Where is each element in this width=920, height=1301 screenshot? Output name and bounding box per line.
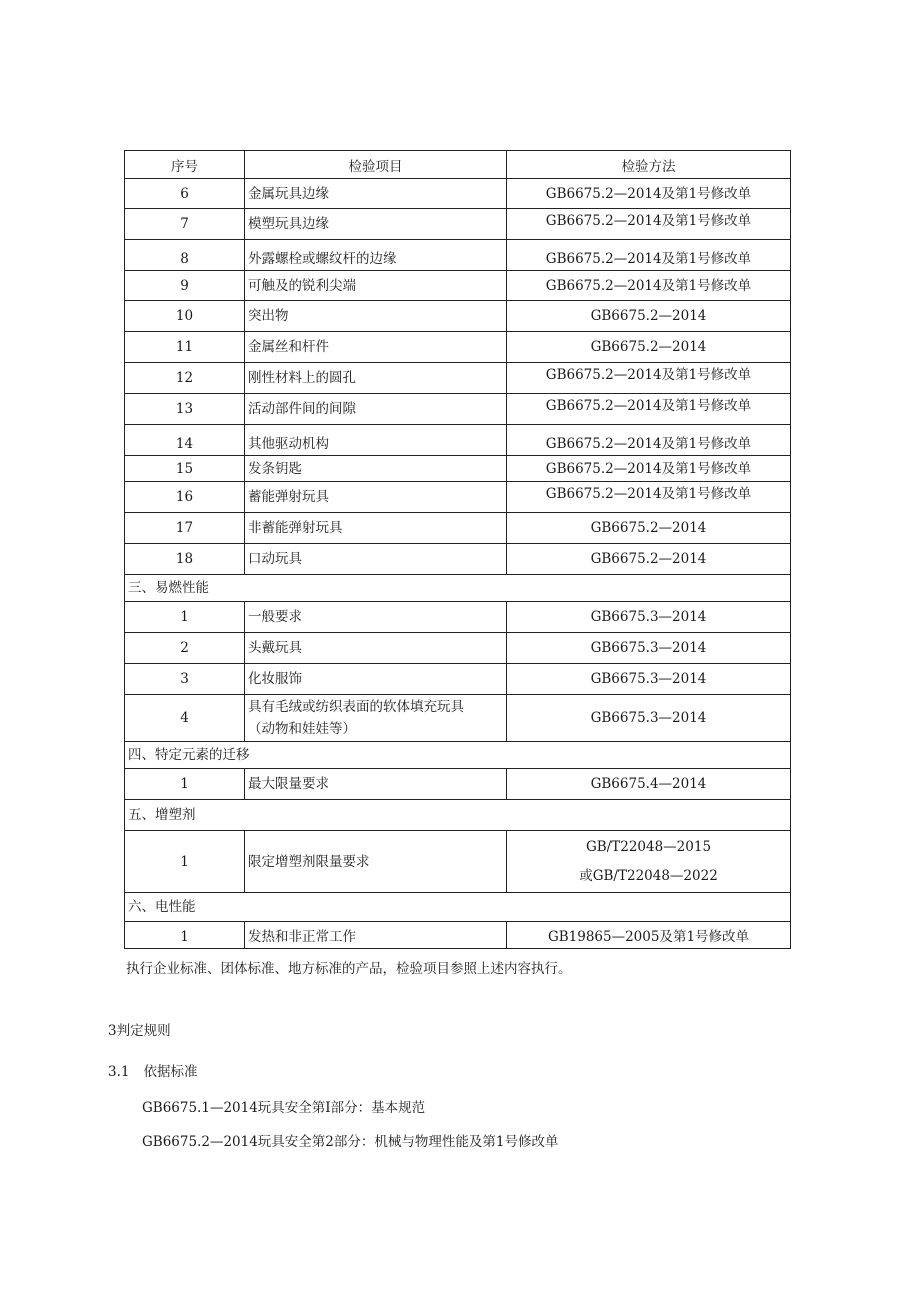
row-item: 头戴玩具 xyxy=(245,633,507,664)
subsection-heading xyxy=(108,1060,197,1080)
row-item: 非蓄能弹射玩具 xyxy=(245,513,507,544)
row-item: 化妆服饰 xyxy=(245,664,507,695)
subsection-number: 3.1 xyxy=(108,1064,130,1080)
row-serial: 4 xyxy=(125,695,245,742)
row-method-line2: 或GB/T22048—2022 xyxy=(579,867,718,884)
row-item: 最大限量要求 xyxy=(245,769,507,800)
row-item: 刚性材料上的圆孔 xyxy=(245,363,507,394)
row-method: GB19865—2005及第1号修改单 xyxy=(507,922,791,949)
row-method: GB6675.2—2014 xyxy=(507,301,791,332)
row-serial: 1 xyxy=(125,922,245,949)
row-serial: 7 xyxy=(125,209,245,240)
table-row xyxy=(125,513,791,544)
table-row xyxy=(125,633,791,664)
row-item: 活动部件间的间隙 xyxy=(245,394,507,425)
table-row xyxy=(125,179,791,209)
row-method: GB6675.4—2014 xyxy=(507,769,791,800)
section-element-migration: 四、特定元素的迁移 xyxy=(125,742,791,769)
table-row xyxy=(125,209,791,240)
section-row xyxy=(125,742,791,769)
header-item: 检验项目 xyxy=(245,151,507,179)
header-method: 检验方法 xyxy=(507,151,791,179)
row-method: GB6675.2—2014及第1号修改单 xyxy=(507,209,791,240)
row-method: GB6675.2—2014 xyxy=(507,513,791,544)
standard-item: GB6675.1—2014玩具安全第I部分：基本规范 xyxy=(142,1100,426,1116)
section-plasticizer: 五、增塑剂 xyxy=(125,800,791,831)
row-item: 发热和非正常工作 xyxy=(245,922,507,949)
row-serial: 1 xyxy=(125,769,245,800)
row-serial: 13 xyxy=(125,394,245,425)
section-row xyxy=(125,893,791,922)
row-item: 外露螺栓或螺纹杆的边缘 xyxy=(245,240,507,271)
row-serial: 1 xyxy=(125,602,245,633)
row-serial: 12 xyxy=(125,363,245,394)
row-item xyxy=(245,695,507,742)
row-serial: 8 xyxy=(125,240,245,271)
row-serial: 11 xyxy=(125,332,245,363)
table-row xyxy=(125,240,791,271)
row-item: 金属玩具边缘 xyxy=(245,179,507,209)
table-row xyxy=(125,394,791,425)
row-method: GB6675.2—2014及第1号修改单 xyxy=(507,179,791,209)
row-serial: 1 xyxy=(125,831,245,893)
row-serial: 2 xyxy=(125,633,245,664)
row-method: GB6675.2—2014及第1号修改单 xyxy=(507,482,791,513)
row-method: GB6675.3—2014 xyxy=(507,664,791,695)
table-row xyxy=(125,271,791,301)
table-header-row xyxy=(125,151,791,179)
section-electrical: 六、电性能 xyxy=(125,893,791,922)
table-row xyxy=(125,602,791,633)
table-row xyxy=(125,332,791,363)
row-method: GB6675.2—2014及第1号修改单 xyxy=(507,456,791,482)
row-item: 口动玩具 xyxy=(245,544,507,575)
row-method: GB6675.2—2014及第1号修改单 xyxy=(507,394,791,425)
row-item: 模塑玩具边缘 xyxy=(245,209,507,240)
table-row xyxy=(125,363,791,394)
row-method: GB6675.2—2014 xyxy=(507,544,791,575)
header-serial: 序号 xyxy=(125,151,245,179)
row-item: 金属丝和杆件 xyxy=(245,332,507,363)
row-method: GB6675.2—2014及第1号修改单 xyxy=(507,240,791,271)
row-serial: 9 xyxy=(125,271,245,301)
row-item: 突出物 xyxy=(245,301,507,332)
row-serial: 17 xyxy=(125,513,245,544)
table-note: 执行企业标准、团体标准、地方标准的产品，检验项目参照上述内容执行。 xyxy=(126,961,572,977)
row-method: GB6675.2—2014及第1号修改单 xyxy=(507,363,791,394)
row-item: 可触及的锐利尖端 xyxy=(245,271,507,301)
section-heading: 3判定规则 xyxy=(108,1023,171,1039)
table-row xyxy=(125,695,791,742)
row-item-line1: 具有毛绒或纺织表面的软体填充玩具 xyxy=(248,699,464,715)
row-method: GB6675.3—2014 xyxy=(507,602,791,633)
inspection-table xyxy=(124,150,791,949)
row-serial: 15 xyxy=(125,456,245,482)
row-serial: 10 xyxy=(125,301,245,332)
row-method xyxy=(507,831,791,893)
row-serial: 18 xyxy=(125,544,245,575)
row-method: GB6675.3—2014 xyxy=(507,695,791,742)
table-row xyxy=(125,301,791,332)
standard-item: GB6675.2—2014玩具安全第2部分：机械与物理性能及第1号修改单 xyxy=(142,1134,559,1150)
row-method-line1: GB/T22048—2015 xyxy=(585,838,712,855)
row-item: 发条钥匙 xyxy=(245,456,507,482)
section-flammability: 三、易燃性能 xyxy=(125,575,791,602)
table-row xyxy=(125,425,791,456)
table-row xyxy=(125,456,791,482)
row-method: GB6675.2—2014及第1号修改单 xyxy=(507,271,791,301)
table-row xyxy=(125,482,791,513)
table-row xyxy=(125,922,791,949)
row-serial: 14 xyxy=(125,425,245,456)
row-item: 一般要求 xyxy=(245,602,507,633)
table-row xyxy=(125,664,791,695)
row-method: GB6675.2—2014及第1号修改单 xyxy=(507,425,791,456)
table-row xyxy=(125,831,791,893)
section-row xyxy=(125,575,791,602)
row-item: 其他驱动机构 xyxy=(245,425,507,456)
row-item-line2: （动物和娃娃等） xyxy=(248,721,356,737)
row-serial: 16 xyxy=(125,482,245,513)
row-item: 限定增塑剂限量要求 xyxy=(245,831,507,893)
row-method: GB6675.2—2014 xyxy=(507,332,791,363)
subsection-title: 依据标准 xyxy=(143,1064,198,1080)
table-row xyxy=(125,544,791,575)
row-serial: 6 xyxy=(125,179,245,209)
table-row xyxy=(125,769,791,800)
row-item: 蓄能弹射玩具 xyxy=(245,482,507,513)
row-serial: 3 xyxy=(125,664,245,695)
row-method: GB6675.3—2014 xyxy=(507,633,791,664)
section-row xyxy=(125,800,791,831)
